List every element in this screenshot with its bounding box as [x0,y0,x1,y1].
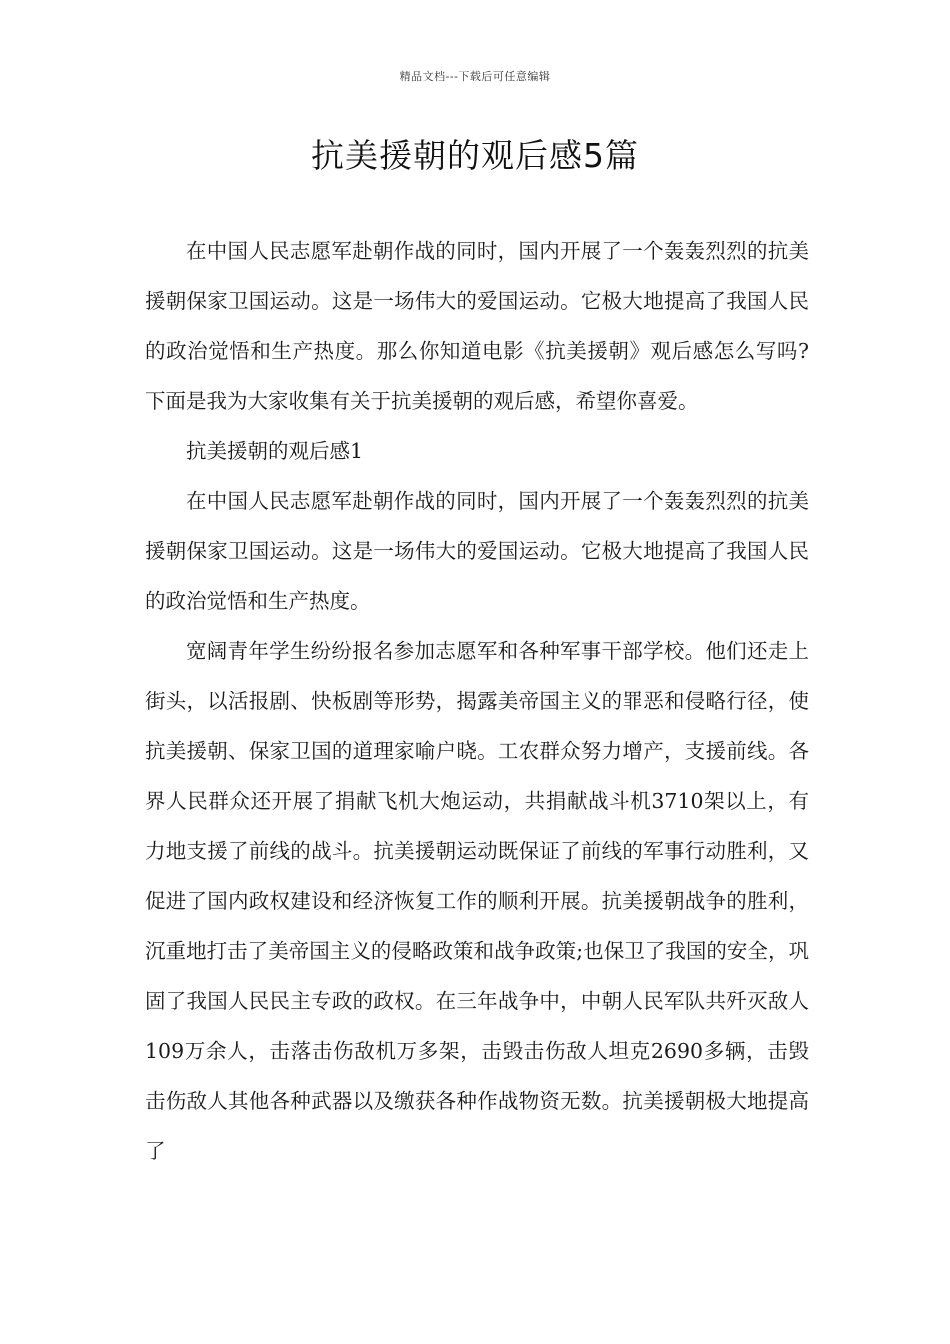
paragraph-intro: 在中国人民志愿军赴朝作战的同时，国内开展了一个轰轰烈烈的抗美援朝保家卫国运动。这是一场伟大的爱国运动。它极大地提高了我国人民的政治觉悟和生产热度。那么你知道电影《抗美援朝》观后感怎么写吗?下面是我为大家收集有关于抗美援朝的观后感，希望你喜爱。 [145,239,809,413]
document-title: 抗美援朝的观后感5篇 [311,136,639,175]
paragraph: 在中国人民志愿军赴朝作战的同时，国内开展了一个轰轰烈烈的抗美援朝保家卫国运动。这是一场伟大的爱国运动。它极大地提高了我国人民的政治觉悟和生产热度。 [145,489,809,613]
document-body [145,226,809,1176]
header-note: 精品文档---下载后可任意编辑 [399,70,551,83]
paragraph: 宽阔青年学生纷纷报名参加志愿军和各种军事干部学校。他们还走上街头，以活报剧、快板剧等形势，揭露美帝国主义的罪恶和侵略行径，使抗美援朝、保家卫国的道理家喻户晓。工农群众努力增产，支援前线。各界人民群众还开展了捐献飞机大炮运动，共捐献战斗机3710架以上，有力地支援了前线的战斗。抗美援朝运动既保证了前线的军事行动胜利，又促进了国内政权建设和经济恢复工作的顺利开展。抗美援朝战争的胜利，沉重地打击了美帝国主义的侵略政策和战争政策;也保卫了我国的安全，巩固了我国人民民主专政的政权。在三年战争中，中朝人民军队共歼灭敌人109万余人，击落击伤敌机万多架，击毁击伤敌人坦克2690多辆，击毁击伤敌人其他各种武器以及缴获各种作战物资无数。抗美援朝极大地提高了 [145,639,809,1163]
section-heading: 抗美援朝的观后感1 [186,439,364,463]
